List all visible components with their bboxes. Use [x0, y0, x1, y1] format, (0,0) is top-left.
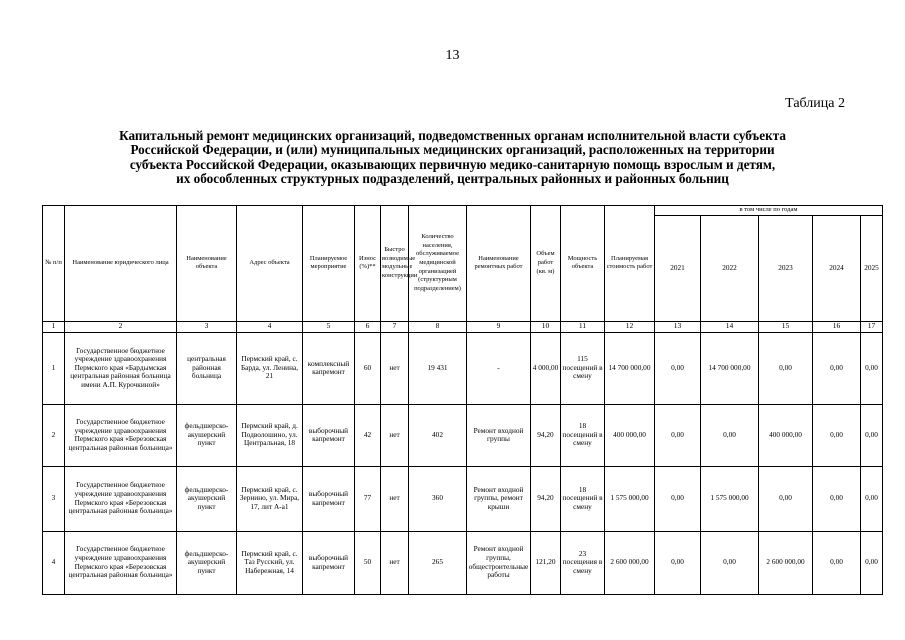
cell-population: 19 431: [409, 332, 467, 404]
cell-2021: 0,00: [655, 531, 701, 594]
cell-volume: 4 000,00: [531, 332, 561, 404]
table-label: Таблица 2: [785, 96, 845, 111]
header-cost: Планируемая стоимость работ: [605, 206, 655, 322]
cell-legal-name: Государственное бюджетное учреждение здравоохранения Пермского края «Бардымская центральная районная больница имени А.П. Курочкиной»: [65, 332, 177, 404]
header-volume: Объем работ (кв. м): [531, 206, 561, 322]
cell-object-name: фельдшерско-акушерский пункт: [177, 404, 237, 466]
cell-cost: 1 575 000,00: [605, 466, 655, 531]
cell-address: Пермский край, с. Таз Русский, ул. Набережная, 14: [237, 531, 303, 594]
header-num: № п/п: [43, 206, 65, 322]
column-number: 9: [467, 321, 531, 332]
cell-legal-name: Государственное бюджетное учреждение здравоохранения Пермского края «Березовская центральная районная больница»: [65, 404, 177, 466]
header-year-2021: 2021: [655, 215, 701, 321]
header-by-years: в том числе по годам: [655, 206, 883, 216]
cell-2023: 0,00: [759, 332, 813, 404]
column-number: 8: [409, 321, 467, 332]
cell-works: Ремонт входной группы, общестроительные работы: [467, 531, 531, 594]
header-year-2025: 2025: [861, 215, 883, 321]
column-number: 10: [531, 321, 561, 332]
column-number: 4: [237, 321, 303, 332]
cell-works: Ремонт входной группы: [467, 404, 531, 466]
header-legal-name: Наименование юридического лица: [65, 206, 177, 322]
header-year-2023: 2023: [759, 215, 813, 321]
table-row: [43, 466, 883, 531]
repair-table: [42, 205, 883, 595]
column-number: 11: [561, 321, 605, 332]
column-number: 2: [65, 321, 177, 332]
column-number: 6: [355, 321, 381, 332]
cell-capacity: 18 посещений в смену: [561, 404, 605, 466]
header-population: Количество населения, обслуживаемое медицинской организацией (структурным подразделением): [409, 206, 467, 322]
title-line: Российской Федерации, и (или) муниципальных медицинских организаций, расположенных на территории: [130, 142, 775, 158]
cell-address: Пермский край, с. Зернино, ул. Мира, 17, лит А-а1: [237, 466, 303, 531]
cell-2023: 0,00: [759, 466, 813, 531]
column-number: 7: [381, 321, 409, 332]
column-number: 5: [303, 321, 355, 332]
cell-works: Ремонт входной группы, ремонт крыши: [467, 466, 531, 531]
cell-2023: 400 000,00: [759, 404, 813, 466]
cell-volume: 94,20: [531, 466, 561, 531]
cell-population: 265: [409, 531, 467, 594]
column-number: 3: [177, 321, 237, 332]
column-number: 13: [655, 321, 701, 332]
cell-2021: 0,00: [655, 404, 701, 466]
header-year-2022: 2022: [701, 215, 759, 321]
cell-capacity: 18 посещений в смену: [561, 466, 605, 531]
cell-wear: 60: [355, 332, 381, 404]
cell-prefab: нет: [381, 332, 409, 404]
cell-num: 1: [43, 332, 65, 404]
cell-2024: 0,00: [813, 404, 861, 466]
cell-population: 402: [409, 404, 467, 466]
page-number: 13: [445, 48, 460, 63]
title-line: Капитальный ремонт медицинских организаций, подведомственных органам исполнительной власти субъекта: [119, 128, 786, 143]
column-number: 15: [759, 321, 813, 332]
cell-num: 2: [43, 404, 65, 466]
header-planned: Планируемое мероприятие: [303, 206, 355, 322]
header-wear: Износ (%)**: [355, 206, 381, 322]
cell-num: 4: [43, 531, 65, 594]
table-row: [43, 332, 883, 404]
cell-prefab: нет: [381, 531, 409, 594]
cell-cost: 14 700 000,00: [605, 332, 655, 404]
cell-works: -: [467, 332, 531, 404]
document-title: [40, 129, 865, 187]
cell-legal-name: Государственное бюджетное учреждение здравоохранения Пермского края «Березовская центральная районная больница»: [65, 466, 177, 531]
cell-capacity: 23 посещения в смену: [561, 531, 605, 594]
cell-wear: 42: [355, 404, 381, 466]
cell-object-name: центральная районная больница: [177, 332, 237, 404]
cell-population: 360: [409, 466, 467, 531]
cell-cost: 400 000,00: [605, 404, 655, 466]
cell-2024: 0,00: [813, 332, 861, 404]
header-prefab: Быстро возводимые модульные конструкции: [381, 206, 409, 322]
cell-2024: 0,00: [813, 466, 861, 531]
cell-cost: 2 600 000,00: [605, 531, 655, 594]
title-line: субъекта Российской Федерации, оказывающих первичную медико-санитарную помощь взрослым и детям,: [129, 156, 776, 172]
cell-object-name: фельдшерско-акушерский пункт: [177, 531, 237, 594]
header-address: Адрес объекта: [237, 206, 303, 322]
table-row: [43, 404, 883, 466]
cell-2025: 0,00: [861, 466, 883, 531]
cell-wear: 77: [355, 466, 381, 531]
cell-2022: 0,00: [701, 531, 759, 594]
cell-volume: 121,20: [531, 531, 561, 594]
cell-wear: 50: [355, 531, 381, 594]
cell-planned: выборочный капремонт: [303, 466, 355, 531]
cell-2022: 14 700 000,00: [701, 332, 759, 404]
table-row: [43, 531, 883, 594]
cell-2021: 0,00: [655, 466, 701, 531]
cell-2023: 2 600 000,00: [759, 531, 813, 594]
cell-2025: 0,00: [861, 404, 883, 466]
header-capacity: Мощность объекта: [561, 206, 605, 322]
column-number: 16: [813, 321, 861, 332]
cell-prefab: нет: [381, 466, 409, 531]
cell-planned: комплексный капремонт: [303, 332, 355, 404]
cell-2025: 0,00: [861, 531, 883, 594]
column-number: 12: [605, 321, 655, 332]
header-year-2024: 2024: [813, 215, 861, 321]
header-works: Наименование ремонтных работ: [467, 206, 531, 322]
cell-num: 3: [43, 466, 65, 531]
cell-object-name: фельдшерско-акушерский пункт: [177, 466, 237, 531]
cell-2024: 0,00: [813, 531, 861, 594]
cell-capacity: 115 посещений в смену: [561, 332, 605, 404]
cell-prefab: нет: [381, 404, 409, 466]
cell-address: Пермский край, д. Подволошино, ул. Центральная, 18: [237, 404, 303, 466]
cell-2022: 1 575 000,00: [701, 466, 759, 531]
header-object-name: Наименование объекта: [177, 206, 237, 322]
cell-planned: выборочный капремонт: [303, 404, 355, 466]
cell-volume: 94,20: [531, 404, 561, 466]
column-number: 14: [701, 321, 759, 332]
cell-2021: 0,00: [655, 332, 701, 404]
cell-2022: 0,00: [701, 404, 759, 466]
column-number: 17: [861, 321, 883, 332]
cell-legal-name: Государственное бюджетное учреждение здравоохранения Пермского края «Березовская центральная районная больница»: [65, 531, 177, 594]
column-numbers-row: [43, 321, 883, 332]
column-number: 1: [43, 321, 65, 332]
cell-planned: выборочный капремонт: [303, 531, 355, 594]
cell-address: Пермский край, с. Барда, ул. Ленина, 21: [237, 332, 303, 404]
title-line: их обособленных структурных подразделений, центральных районных и районных больниц: [176, 171, 729, 187]
cell-2025: 0,00: [861, 332, 883, 404]
